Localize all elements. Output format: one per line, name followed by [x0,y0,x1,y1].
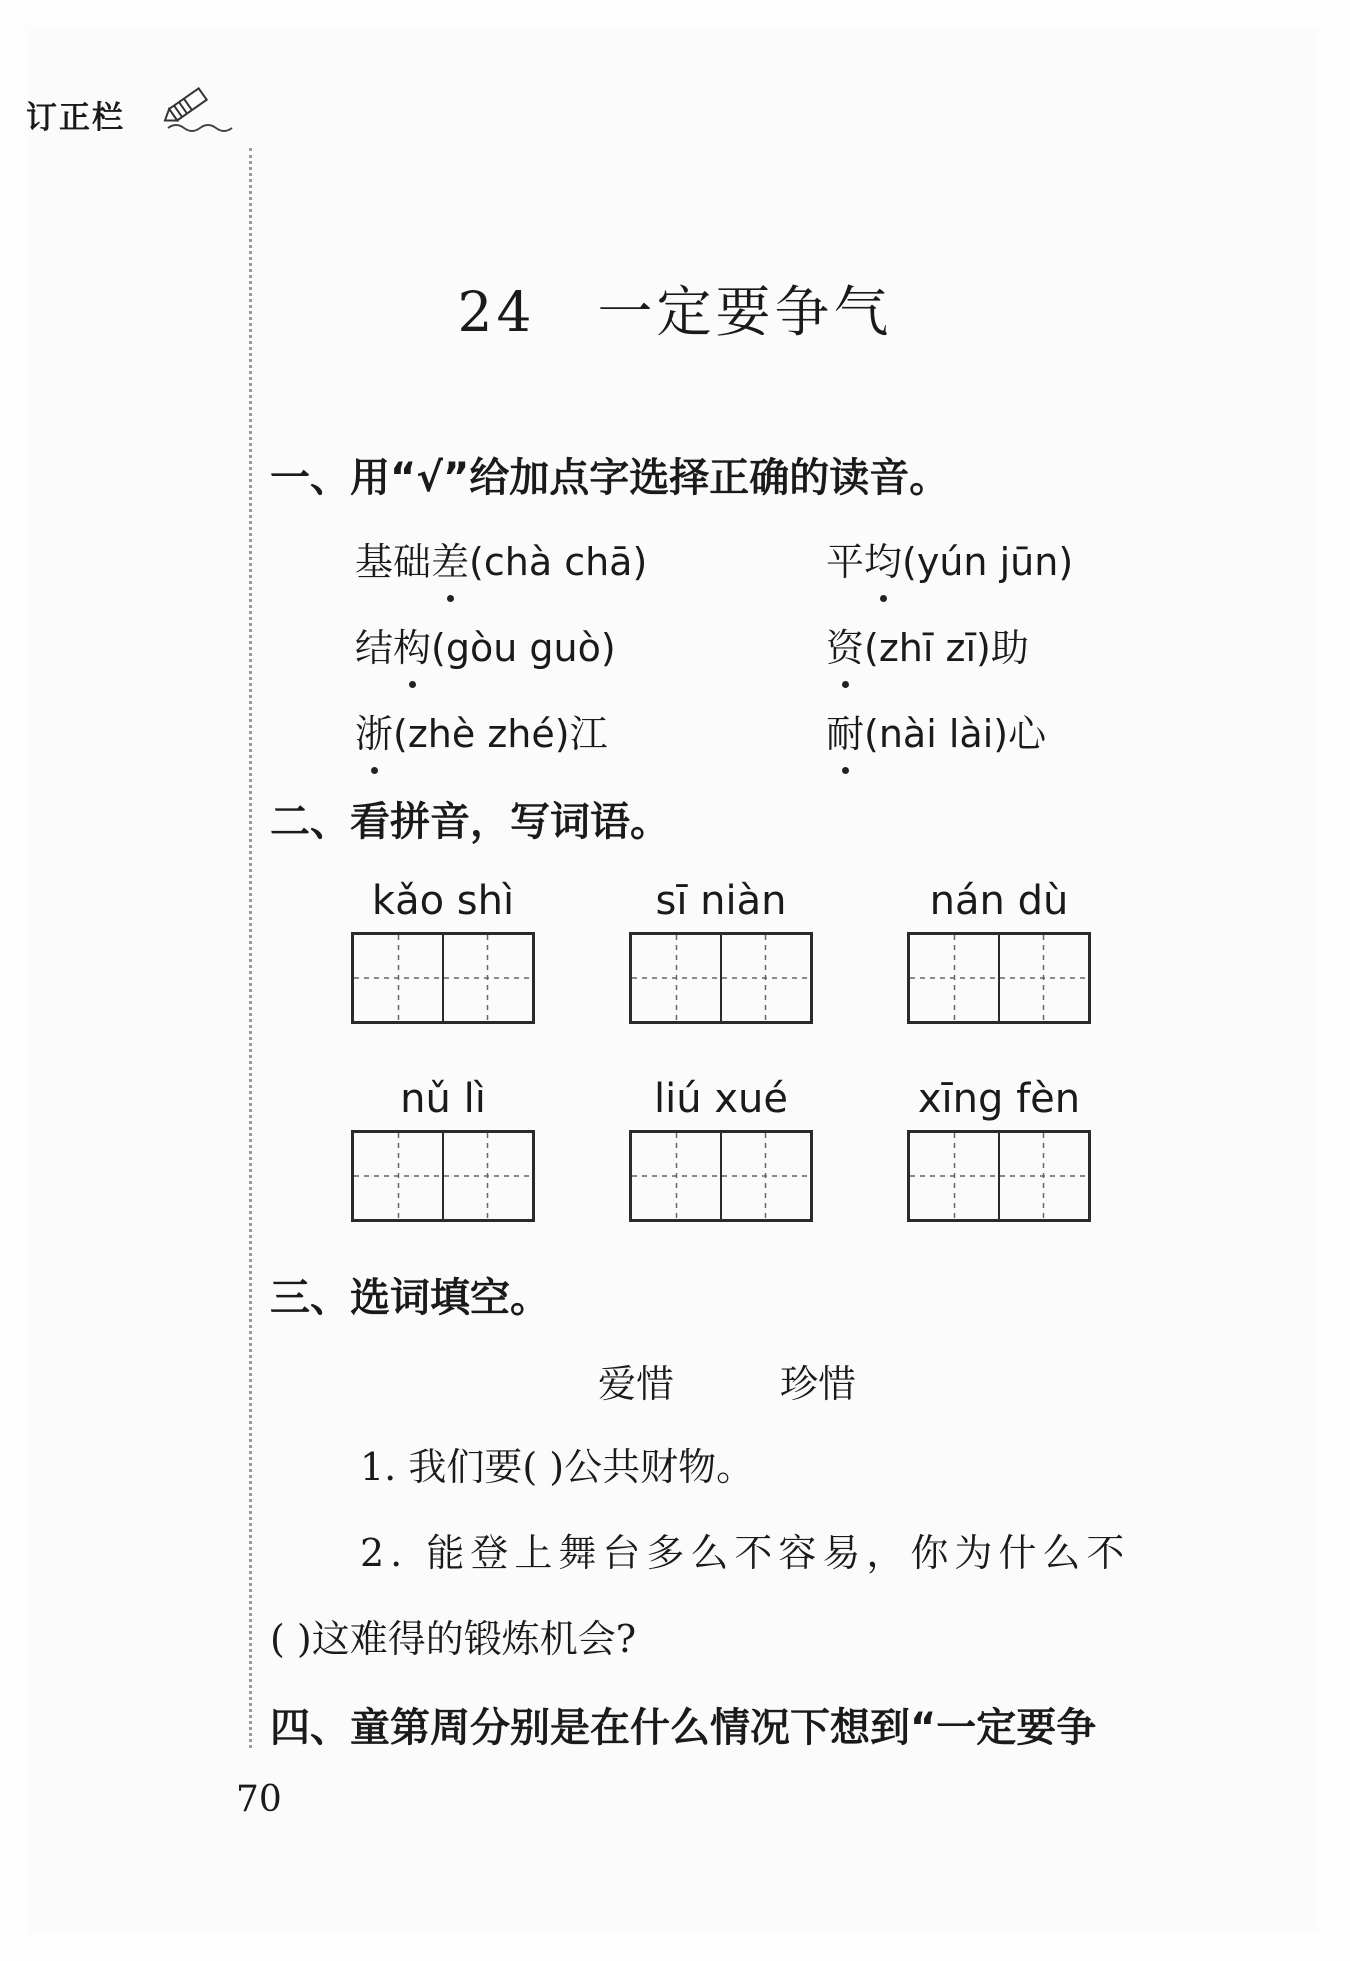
writing-grid[interactable] [907,932,1091,1024]
section4-heading: 四、童第周分别是在什么情况下想到“一定要争 [270,1705,1097,1751]
margin-dotted-line [249,148,252,1748]
pinyin-prompt: nǔ lì [400,1076,486,1122]
writing-grid[interactable] [351,932,535,1024]
reading-item: 基础差(chà chā) [355,531,647,586]
fill-blank-q1: 1. 我们要( )公共财物。 [360,1445,755,1489]
pinyin-prompt: nán dù [929,878,1069,924]
pinyin-prompt: xīng fèn [917,1076,1081,1122]
dotted-char: 均 [864,531,902,586]
lesson-number: 24 [457,280,536,344]
dotted-char: 构 [393,617,431,672]
pinyin-options: (chà chā) [469,540,648,584]
word-choice-1: 爱惜 [598,1362,675,1406]
page-number: 70 [236,1779,282,1820]
writing-grid[interactable] [351,1130,535,1222]
fill-blank-q2-line1: 2. 能登上舞台多么不容易，你为什么不 [360,1531,1131,1575]
writing-grid[interactable] [907,1130,1091,1222]
dotted-char: 差 [431,531,469,586]
section2-heading: 二、看拼音，写词语。 [270,799,670,845]
pinyin-options: (nài lài) [864,712,1009,756]
pinyin-options: (yún jūn) [902,540,1074,584]
lesson-title [0,268,1350,347]
pencil-icon [158,78,248,138]
pinyin-options: (zhè zhé) [393,712,570,756]
section1-heading: 一、用“√”给加点字选择正确的读音。 [270,455,950,501]
lesson-name: 一定要争气 [597,280,893,344]
correction-column-label: 订正栏 [26,100,125,136]
writing-grid[interactable] [629,1130,813,1222]
dotted-char: 浙 [355,703,393,758]
reading-item: 浙(zhè zhé)江 [355,703,608,758]
reading-item: 资(zhī zī)助 [826,617,1029,672]
reading-item: 耐(nài lài)心 [826,703,1046,758]
pinyin-options: (gòu guò) [431,626,616,670]
pinyin-options: (zhī zī) [864,626,991,670]
reading-item: 结构(gòu guò) [355,617,616,672]
dotted-char: 耐 [826,703,864,758]
dotted-char: 资 [826,617,864,672]
pinyin-prompt: liú xué [654,1076,788,1122]
word-choice-2: 珍惜 [780,1362,857,1406]
fill-blank-q2-line2: ( )这难得的锻炼机会? [270,1617,637,1661]
reading-item: 平均(yún jūn) [826,531,1073,586]
pinyin-prompt: kǎo shì [371,878,515,924]
writing-grid[interactable] [629,932,813,1024]
section3-heading: 三、选词填空。 [270,1275,550,1321]
pinyin-prompt: sī niàn [655,878,787,924]
